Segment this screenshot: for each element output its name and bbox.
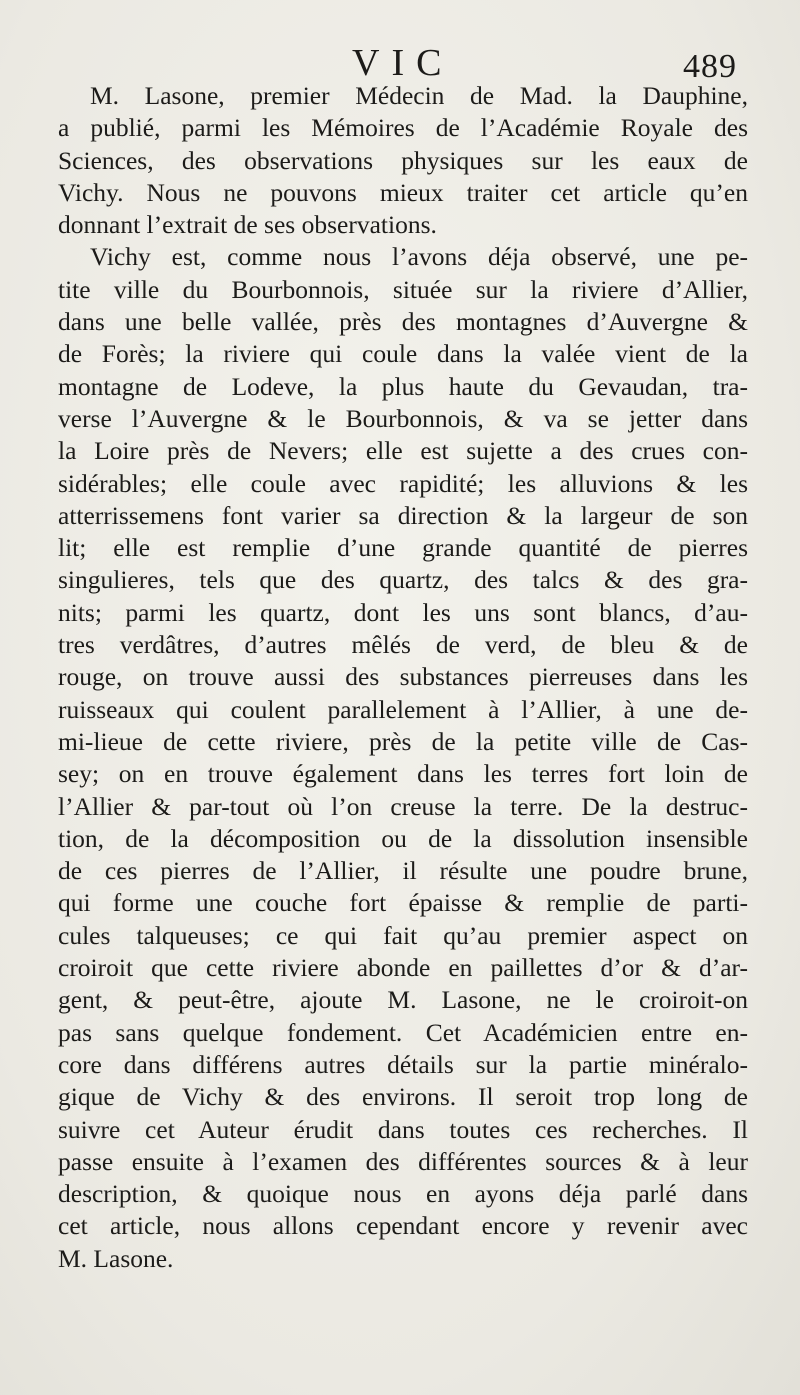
text-line: sey; on en trouve également dans les terres fort loin de xyxy=(58,759,748,789)
text-line: passe ensuite à l’examen des différentes sources & à leur xyxy=(58,1146,748,1176)
text-line: sidérables; elle coule avec rapidité; les alluvions & les xyxy=(58,468,748,498)
text-line: l’Allier & par-tout où l’on creuse la terre. De la destruc- xyxy=(58,791,748,821)
text-line: la Loire près de Nevers; elle est sujette a des crues con- xyxy=(58,436,748,466)
text-line: dans une belle vallée, près des montagnes d’Auvergne & xyxy=(58,307,748,337)
text-line: suivre cet Auteur érudit dans toutes ces recherches. Il xyxy=(58,1114,748,1144)
text-line: de ces pierres de l’Allier, il résulte une poudre brune, xyxy=(58,856,748,886)
text-line: atterrissemens font varier sa direction & la largeur de son xyxy=(58,500,748,530)
text-line: Sciences, des observations physiques sur les eaux de xyxy=(58,145,748,175)
text-line: tite ville du Bourbonnois, située sur la riviere d’Allier, xyxy=(58,274,748,304)
text-line: a publié, parmi les Mémoires de l’Académie Royale des xyxy=(58,113,748,143)
text-line: croiroit que cette riviere abonde en paillettes d’or & d’ar- xyxy=(58,953,748,983)
text-line: nits; parmi les quartz, dont les uns sont blancs, d’au- xyxy=(58,597,748,627)
text-line: Vichy. Nous ne pouvons mieux traiter cet article qu’en xyxy=(58,177,748,207)
text-line: qui forme une couche fort épaisse & remplie de parti- xyxy=(58,888,748,918)
running-head: VIC xyxy=(352,42,454,84)
text-line: montagne de Lodeve, la plus haute du Gevaudan, tra- xyxy=(58,371,748,401)
text-line: mi-lieue de cette riviere, près de la petite ville de Cas- xyxy=(58,726,748,756)
page-number: 489 xyxy=(683,48,737,85)
text-line: gique de Vichy & des environs. Il seroit trop long de xyxy=(58,1082,748,1112)
text-line: ruisseaux qui coulent parallelement à l’Allier, à une de- xyxy=(58,694,748,724)
text-line: de Forès; la riviere qui coule dans la valée vient de la xyxy=(58,339,748,369)
text-line: gent, & peut-être, ajoute M. Lasone, ne le croiroit-on xyxy=(58,985,748,1015)
text-line: singulieres, tels que des quartz, des talcs & des gra- xyxy=(58,565,748,595)
text-line: tion, de la décomposition ou de la dissolution insensible xyxy=(58,823,748,853)
text-line: tres verdâtres, d’autres mêlés de verd, de bleu & de xyxy=(58,630,748,660)
text-line: M. Lasone, premier Médecin de Mad. la Dauphine, xyxy=(90,81,748,110)
text-line: donnant l’extrait de ses observations. xyxy=(58,210,437,240)
text-line: description, & quoique nous en ayons déja parlé dans xyxy=(58,1179,748,1209)
text-line: M. Lasone. xyxy=(58,1243,174,1273)
text-line: cules talqueuses; ce qui fait qu’au premier aspect on xyxy=(58,920,748,950)
text-line: verse l’Auvergne & le Bourbonnois, & va se jetter dans xyxy=(58,403,748,433)
text-line: Vichy est, comme nous l’avons déja observé, une pe- xyxy=(90,242,748,272)
body-text xyxy=(58,80,748,1275)
text-line: pas sans quelque fondement. Cet Académicien entre en- xyxy=(58,1017,748,1047)
text-line: lit; elle est remplie d’une grande quantité de pierres xyxy=(58,533,748,563)
text-line: core dans différens autres détails sur la partie minéralo- xyxy=(58,1049,748,1079)
text-line: cet article, nous allons cependant encore y revenir avec xyxy=(58,1211,748,1241)
text-line: rouge, on trouve aussi des substances pierreuses dans les xyxy=(58,662,748,692)
